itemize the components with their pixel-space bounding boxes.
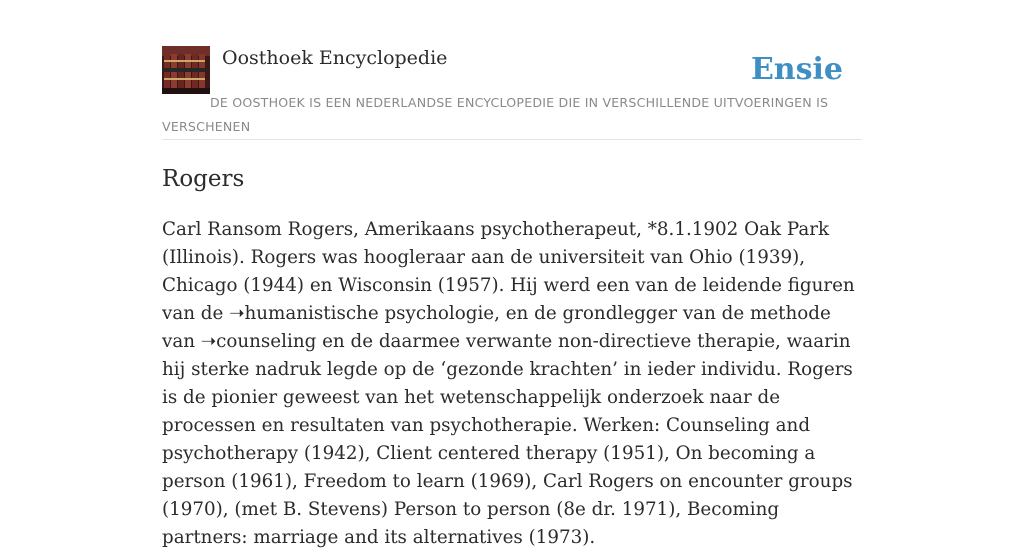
entry-title: Rogers (162, 166, 245, 192)
source-description: DE OOSTHOEK IS EEN NEDERLANDSE ENCYCLOPEDIE DIE IN VERSCHILLENDE UITVOERINGEN IS VERSCHENEN (162, 95, 829, 134)
source-title[interactable]: Oosthoek Encyclopedie (222, 47, 448, 69)
brand-logo[interactable]: Ensie (750, 52, 843, 87)
source-header (162, 46, 862, 140)
entry-text: Carl Ransom Rogers, Amerikaans psychotherapeut, *8.1.1902 Oak Park (Illinois). Rogers was hoogleraar aan de universiteit van Ohio (1939), Chicago (1944) en Wisconsin (1957). Hij werd een van de leidende figuren van de ➝humanistische psychologie, en de grondlegger van de methode van ➝counseling en de daarmee verwante non-directieve therapie, waarin hij sterke nadruk legde op de ‘gezonde krachten’ in ieder individu. Rogers is de pionier geweest van het wetenschappelijk onderzoek naar de processen en resultaten van psychotherapie. Werken: Counseling and psychotherapy (1942), Client centered therapy (1951), On becoming a person (1961), Freedom to learn (1969), Carl Rogers on encounter groups (1970), (met B. Stevens) Person to person (8e dr. 1971), Becoming partners: marriage and its alternatives (1973). (162, 219, 855, 548)
source-avatar[interactable] (162, 46, 210, 94)
encyclopedia-books-icon (162, 46, 210, 94)
